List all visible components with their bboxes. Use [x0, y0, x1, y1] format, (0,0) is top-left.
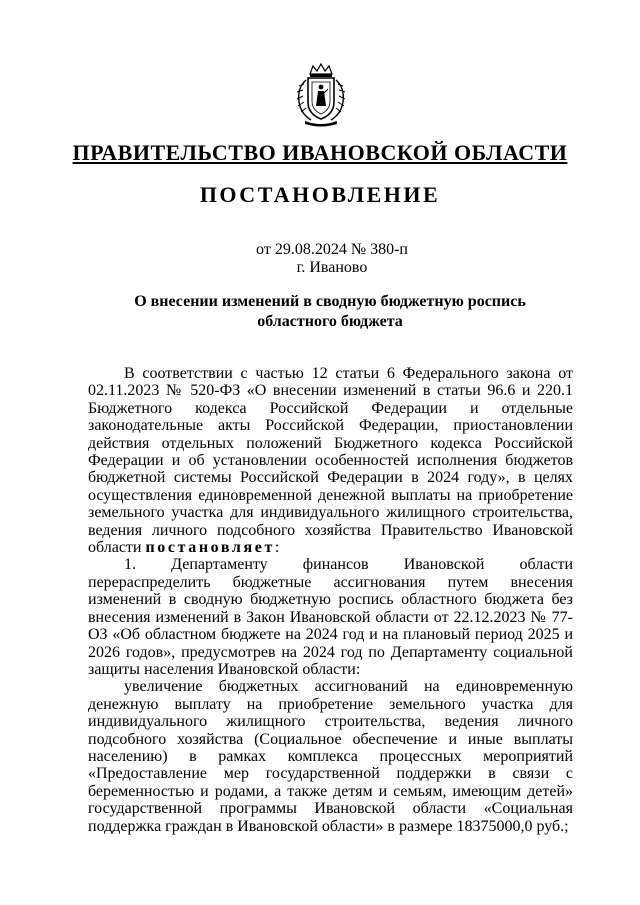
preamble-text: В соответствии с частью 12 статьи 6 Федерального закона от 02.11.2023 № 520-ФЗ «О внесении изменений в статьи 96.6 и 220.1 Бюджетного кодекса Российской Федерации и отдельные законодательные акты Российской Федерации, приостановлении действия отдельных положений Бюджетного кодекса Российской Федерации и об установлении особенностей исполнения бюджетов бюджетной системы Российской Федерации в 2024 году», в целях осуществления единовременной денежной выплаты на приобретение земельного участка для индивидуального жилищного строительства, ведения личного подсобного хозяйства Правительство Ивановской области — [88, 365, 573, 557]
date-and-number: от 29.08.2024 № 380-п — [256, 241, 408, 258]
paragraph-item-1: 1. Департаменту финансов Ивановской области перераспределить бюджетные ассигнования путем внесения изменений в сводную бюджетную роспись областного бюджета без внесения изменений в Закон Ивановской области от 22.12.2023 № 77-ОЗ «Об областном бюджете на 2024 год и на плановый период 2025 и 2026 годов», предусмотрев на 2024 год по Департаменту социальной защиты населения Ивановской области: — [88, 556, 573, 678]
subject-line-1: О внесении изменений в сводную бюджетную роспись — [134, 293, 526, 310]
decree-keyword: постановляет — [145, 539, 275, 557]
paragraph-item-1-detail: увеличение бюджетных ассигнований на единовременную денежную выплату на приобретение земельного участка для индивидуального жилищного строительства, ведения личного подсобного хозяйства (Социальное обеспечение и иные выплаты населению) в рамках комплекса процессных мероприятий «Предоставление мер государственной поддержки в связи с беременностью и родами, а также детям и семьям, имеющим детей» государственной программы Ивановской области «Социальная поддержка граждан в Ивановской области» в размере 18375000,0 руб.; — [88, 678, 573, 835]
preamble-colon: : — [274, 539, 280, 557]
document-subject — [80, 292, 580, 332]
document-type-title: ПОСТАНОВЛЕНИЕ — [199, 182, 441, 207]
paragraph-preamble — [88, 365, 573, 556]
city: г. Иваново — [296, 259, 368, 276]
document-body — [88, 365, 573, 835]
organization-title: ПРАВИТЕЛЬСТВО ИВАНОВСКОЙ ОБЛАСТИ — [72, 140, 568, 165]
ivanovo-coat-of-arms-icon — [293, 62, 349, 128]
subject-line-2: областного бюджета — [257, 313, 403, 330]
